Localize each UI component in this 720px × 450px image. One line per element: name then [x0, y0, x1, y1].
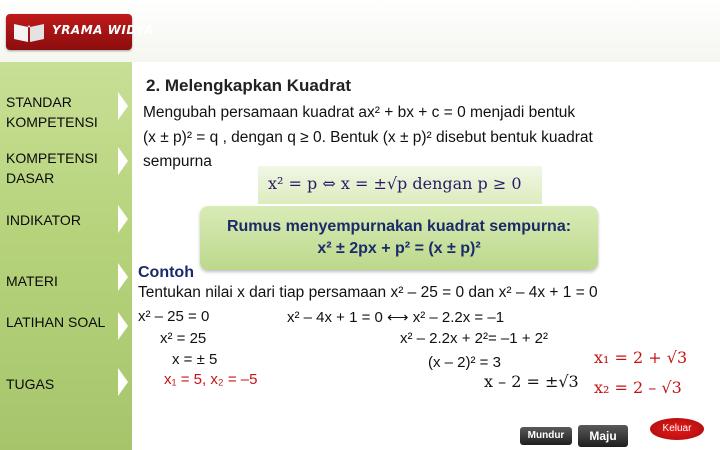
- sidebar-pointer-icon: [118, 147, 128, 175]
- right-step: x² – 2.2x + 2²= –1 + 2²: [400, 330, 549, 347]
- sidebar-pointer-icon: [118, 205, 128, 233]
- sidebar-pointer-icon: [118, 312, 128, 340]
- sidebar-item-materi[interactable]: [0, 271, 126, 291]
- exit-label: Keluar: [662, 423, 692, 434]
- sidebar-item-label: KOMPETENSI DASAR: [6, 150, 98, 186]
- sidebar-item-standar-kompetensi[interactable]: [0, 92, 126, 132]
- sidebar-item-label: MATERI: [6, 273, 58, 289]
- left-result: x₁ = 5, x₂ = –5: [164, 371, 258, 388]
- sidebar-item-label: STANDAR KOMPETENSI: [6, 94, 98, 130]
- rumus-box: [200, 206, 598, 270]
- sidebar-item-latihan-soal[interactable]: [0, 312, 126, 332]
- contoh-label: Contoh: [138, 264, 194, 281]
- paragraph-line: (x ± p)² = q , dengan q ≥ 0. Bentuk (x ± p)² disebut bentuk kuadrat: [143, 129, 593, 146]
- right-result: x₂ = 2 – √3: [594, 378, 682, 397]
- left-step: x = ± 5: [172, 351, 218, 368]
- publisher-logo: [6, 14, 154, 50]
- rumus-formula: x² ± 2px + p² = (x ± p)²: [317, 240, 481, 257]
- sidebar-pointer-icon: [118, 368, 128, 396]
- sidebar-pointer-icon: [118, 92, 128, 120]
- sidebar-item-kompetensi-dasar[interactable]: [0, 148, 126, 188]
- next-button[interactable]: [578, 425, 628, 447]
- logo-text: YRAMA WIDYA: [52, 23, 154, 37]
- exit-button[interactable]: [650, 418, 704, 440]
- sidebar-item-label: LATIHAN SOAL: [6, 314, 106, 330]
- formula-text: x² = p ⇔ x = ±√p dengan p ≥ 0: [268, 174, 522, 193]
- problem-statement: Tentukan nilai x dari tiap persamaan x² – 25 = 0 dan x² – 4x + 1 = 0: [138, 284, 598, 301]
- formula-box: [258, 166, 542, 204]
- right-step: (x – 2)² = 3: [428, 354, 501, 371]
- sidebar-item-tugas[interactable]: [0, 374, 126, 394]
- sidebar-pointer-icon: [118, 263, 128, 291]
- right-result: x₁ = 2 + √3: [594, 348, 688, 367]
- section-title: 2. Melengkapkan Kuadrat: [146, 76, 352, 95]
- back-button[interactable]: [520, 427, 572, 445]
- paragraph-line: Mengubah persamaan kuadrat ax² + bx + c = 0 menjadi bentuk: [143, 104, 576, 121]
- rumus-title: Rumus menyempurnakan kuadrat sempurna:: [226, 218, 572, 235]
- open-book-icon: [12, 20, 46, 44]
- paragraph-line: sempurna: [143, 153, 212, 170]
- right-step: x – 2 = ±√3: [484, 372, 579, 391]
- next-label: Maju: [589, 429, 617, 443]
- left-step: x² – 25 = 0: [138, 308, 210, 325]
- sidebar-item-label: TUGAS: [6, 376, 55, 392]
- back-label: Mundur: [527, 430, 565, 441]
- left-step: x² = 25: [160, 330, 207, 347]
- sidebar-item-indikator[interactable]: [0, 210, 126, 230]
- right-step: x² – 4x + 1 = 0 ⟷ x² – 2.2x = –1: [287, 309, 505, 326]
- sidebar-item-label: INDIKATOR: [6, 212, 81, 228]
